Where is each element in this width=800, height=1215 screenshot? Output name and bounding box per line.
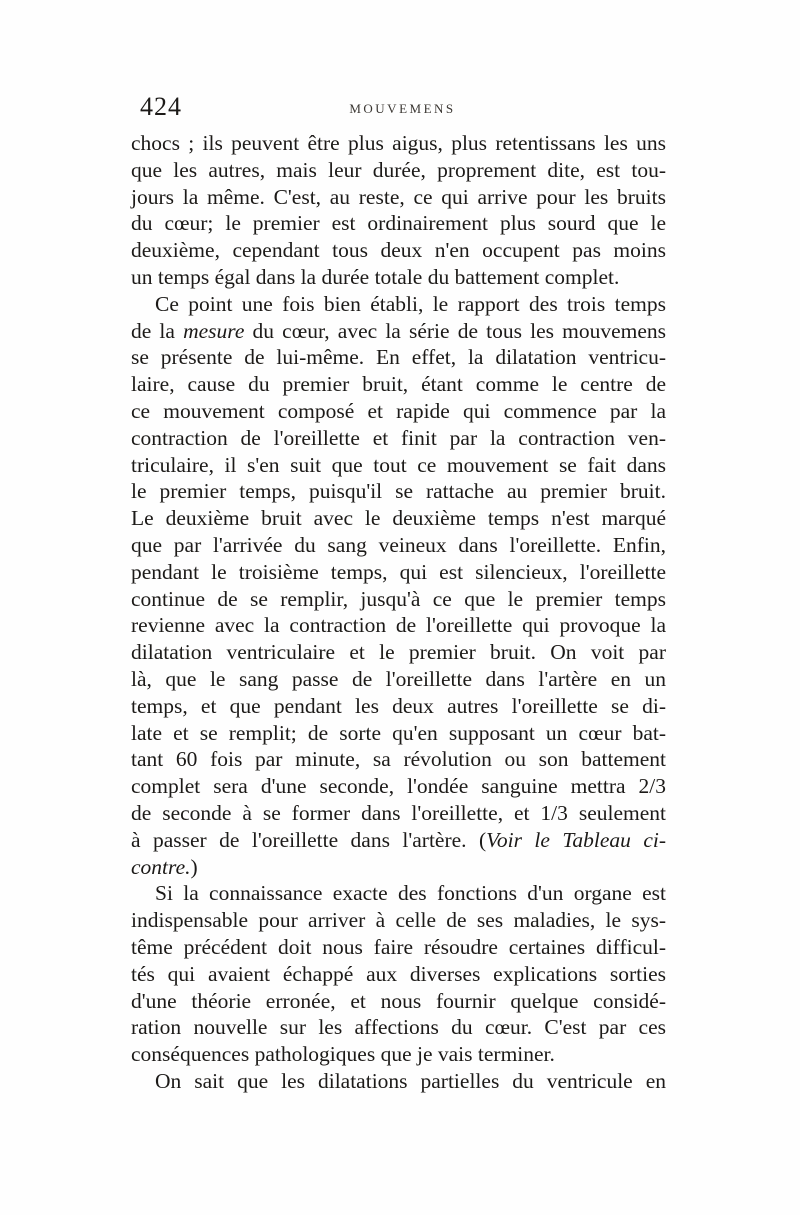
text-line: se présente de lui-même. En effet, la dilatation ventricu- [131, 345, 666, 370]
text-line: deuxième, cependant tous deux n'en occupent pas moins [131, 238, 666, 263]
text-line: de seconde à se former dans l'oreillette, et 1/3 seulement [131, 800, 666, 825]
text-line: revienne avec la contraction de l'oreillette qui provoque la [131, 613, 666, 638]
text-line: laire, cause du premier bruit, étant comme le centre de [131, 372, 666, 397]
page-number: 424 [140, 92, 182, 121]
running-head: MOUVEMENS [349, 101, 456, 116]
text-line: que les autres, mais leur durée, proprement dite, est tou- [131, 157, 666, 182]
text-line: tés qui avaient échappé aux diverses explications sorties [131, 961, 666, 986]
text-line: un temps égal dans la durée totale du battement complet. [131, 264, 620, 289]
text-line [131, 318, 666, 345]
text-line: Ce point une fois bien établi, le rapport des trois temps [155, 291, 666, 316]
text-line: là, que le sang passe de l'oreillette dans l'artère en un [131, 666, 666, 691]
text-line: indispensable pour arriver à celle de ses maladies, le sys- [131, 908, 666, 933]
italic-reference: contre. [131, 854, 191, 879]
text-line: jours la même. C'est, au reste, ce qui arrive pour les bruits [131, 184, 666, 209]
body-text [131, 130, 666, 1095]
text-line: ration nouvelle sur les affections du cœur. C'est par ces [131, 1015, 666, 1040]
text-line: temps, et que pendant les deux autres l'oreillette se di- [131, 693, 666, 718]
text-line: tant 60 fois par minute, sa révolution ou son battement [131, 747, 666, 772]
text-line: late et se remplit; de sorte qu'en supposant un cœur bat- [131, 720, 666, 745]
text-line: contraction de l'oreillette et finit par la contraction ven- [131, 425, 666, 450]
italic-reference: Voir le Tableau ci- [486, 827, 666, 852]
page-header [140, 92, 665, 126]
text-line: continue de se remplir, jusqu'à ce que le premier temps [131, 586, 666, 611]
text-line: conséquences pathologiques que je vais terminer. [131, 1042, 555, 1067]
text-line: complet sera d'une seconde, l'ondée sanguine mettra 2/3 [131, 774, 666, 799]
text-line: triculaire, il s'en suit que tout ce mouvement se fait dans [131, 452, 666, 477]
text-line [131, 827, 666, 854]
text-run: à passer de l'oreillette dans l'artère. ( [131, 827, 487, 852]
text-line: chocs ; ils peuvent être plus aigus, plus retentissans les uns [131, 131, 666, 155]
italic-term: mesure [183, 318, 245, 343]
text-line: On sait que les dilatations partielles du ventricule en [155, 1068, 666, 1093]
text-line: d'une théorie erronée, et nous fournir quelque considé- [131, 988, 666, 1013]
text-line: le premier temps, puisqu'il se rattache au premier bruit. [131, 479, 666, 504]
text-line: dilatation ventriculaire et le premier bruit. On voit par [131, 640, 666, 665]
text-line [131, 854, 666, 881]
text-line: Le deuxième bruit avec le deuxième temps n'est marqué [131, 506, 666, 531]
text-line: tême précédent doit nous faire résoudre certaines difficul- [131, 934, 666, 959]
text-run: de la [131, 318, 184, 343]
text-line: que par l'arrivée du sang veineux dans l'oreillette. Enfin, [131, 532, 666, 557]
text-line: Si la connaissance exacte des fonctions d'un organe est [155, 881, 666, 906]
text-run: du cœur, avec la série de tous les mouvemens [244, 318, 667, 343]
text-line: du cœur; le premier est ordinairement plus sourd que le [131, 211, 666, 236]
text-line: ce mouvement composé et rapide qui commence par la [131, 398, 666, 423]
text-line: pendant le troisième temps, qui est silencieux, l'oreillette [131, 559, 666, 584]
text-run: ) [190, 854, 198, 879]
